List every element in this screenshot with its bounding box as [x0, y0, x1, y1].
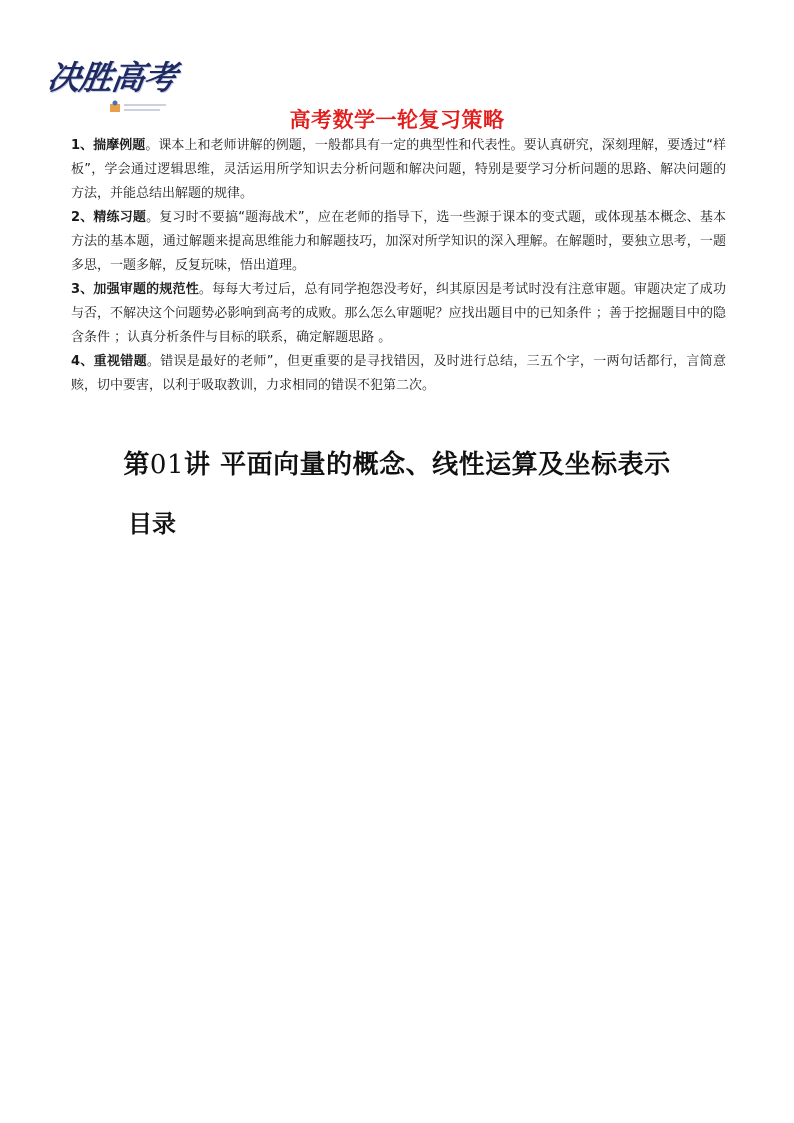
strategy-keyword: 加强审题的规范性: [93, 282, 199, 297]
lecture-number: 01: [149, 450, 185, 480]
strategy-text: 。错误是最好的老师”，但更重要的是寻找错因，及时进行总结，三五个字，一两句话都行，言简意赅，切中要害，以利于吸取教训，力求相同的错误不犯第二次。: [71, 354, 726, 393]
strategy-number: 2、: [71, 210, 94, 225]
strategy-keyword: 精练习题: [93, 210, 147, 225]
lecture-suffix: 讲 平面向量的概念、线性运算及坐标表示: [184, 450, 671, 480]
strategy-text: 。复习时不要搞“题海战术”，应在老师的指导下，选一些源于课本的变式题，或体现基本概念、基本方法的基本题，通过解题来提高思维能力和解题技巧，加深对所学知识的深入理解。在解题时，要独立思考，一题多思，一题多解，反复玩味，悟出道理。: [71, 210, 726, 273]
strategy-number: 3、: [71, 282, 94, 297]
strategy-text: 。每每大考过后，总有同学抱怨没考好，纠其原因是考试时没有注意审题。审题决定了成功与否，不解决这个问题势必影响到高考的成败。那么怎么审题呢？应找出题目中的已知条件 ；善于挖掘题目中的隐含条件 ；认真分析条件与目标的联系，确定解题思路 。: [71, 282, 726, 345]
strategy-number: 4、: [71, 354, 94, 369]
lecture-prefix: 第: [123, 450, 150, 480]
strategy-item: [71, 206, 726, 278]
strategy-keyword: 重视错题: [93, 354, 147, 369]
strategy-item: [71, 278, 726, 350]
strategy-text: 。课本上和老师讲解的例题，一般都具有一定的典型性和代表性。要认真研究，深刻理解，要透过“样板”，学会通过逻辑思维，灵活运用所学知识去分析问题和解决问题，特别是要学习分析问题的思路、解决问题的方法，并能总结出解题的规律。: [71, 138, 726, 201]
logo-text: 决胜高考: [44, 58, 179, 97]
lecture-title: [0, 444, 794, 481]
strategy-keyword: 揣摩例题: [93, 138, 146, 153]
strategy-item: [71, 350, 726, 398]
page-title: 高考数学一轮复习策略: [289, 108, 505, 132]
toc-heading: 目录: [128, 509, 176, 538]
strategy-item: [71, 134, 726, 206]
strategy-number: 1、: [71, 138, 94, 153]
strategy-list: [71, 134, 726, 398]
